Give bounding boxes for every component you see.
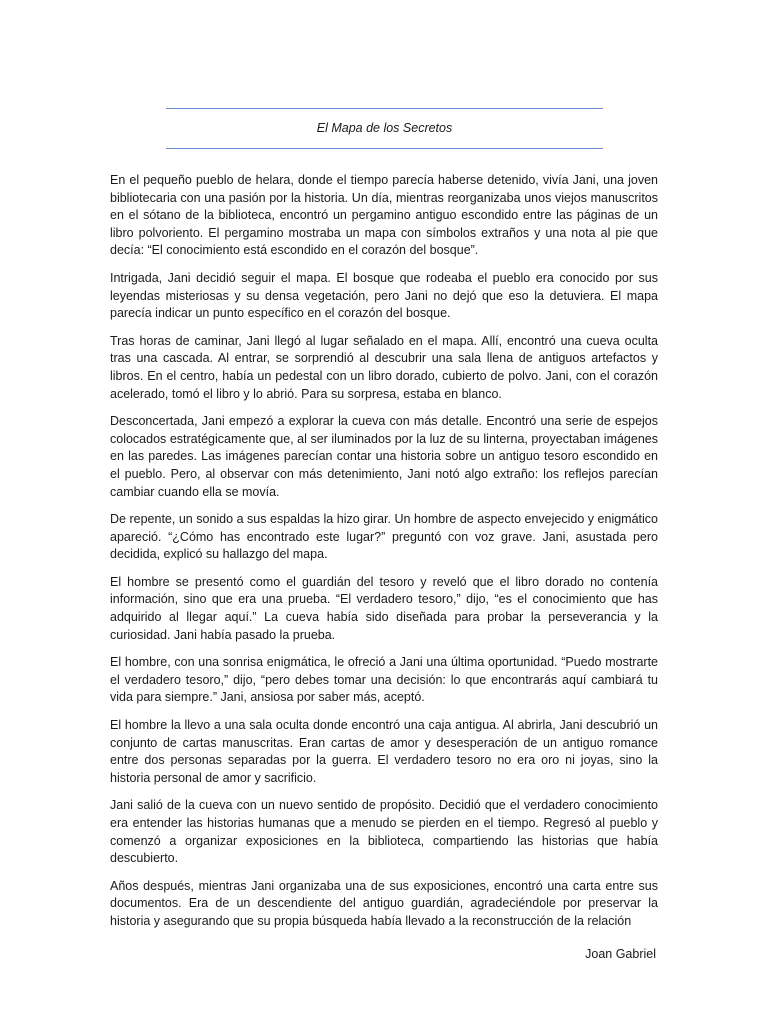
paragraph: El hombre, con una sonrisa enigmática, le ofreció a Jani una última oportunidad. “Puedo mostrarte el verdadero tesoro,” dijo, “pero debes tomar una decisión: lo que encontrarás aquí cambiará tu vida para siempre.” Jani, ansiosa por saber más, aceptó. xyxy=(110,655,658,705)
paragraph: En el pequeño pueblo de helara, donde el tiempo parecía haberse detenido, vivía Jani, una joven bibliotecaria con una pasión por la historia. Un día, mientras reorganizaba unos viejos manuscritos en el sótano de la biblioteca, encontró un pergamino antiguo escondido entre las páginas de un libro polvoriento. El pergamino mostraba un mapa con símbolos extraños y una nota al pie que decía: “El conocimiento está escondido en el corazón del bosque”. xyxy=(110,173,658,258)
paragraph: De repente, un sonido a sus espaldas la hizo girar. Un hombre de aspecto envejecido y enigmático apareció. “¿Cómo has encontrado este lugar?” preguntó con voz grave. Jani, asustada pero decidida, explicó su hallazgo del mapa. xyxy=(110,512,658,562)
paragraph: Tras horas de caminar, Jani llegó al lugar señalado en el mapa. Allí, encontró una cueva oculta tras una cascada. Al entrar, se sorprendió al descubrir una sala llena de antiguos artefactos y libros. En el centro, había un pedestal con un libro dorado, cubierto de polvo. Jani, con el corazón acelerado, tomó el libro y lo abrió. Para su sorpresa, estaba en blanco. xyxy=(110,333,658,401)
author-signature: Joan Gabriel xyxy=(585,947,656,961)
paragraph: Desconcertada, Jani empezó a explorar la cueva con más detalle. Encontró una serie de espejos colocados estratégicamente que, al ser iluminados por la luz de su linterna, proyectaban imágenes en las paredes. Las imágenes parecían contar una historia sobre un antiguo tesoro escondido en el pueblo. Pero, al observar con más detenimiento, Jani notó algo extraño: los reflejos parecían cambiar cuando ella se movía. xyxy=(110,414,658,499)
document-body xyxy=(110,172,658,941)
paragraph: El hombre se presentó como el guardián del tesoro y reveló que el libro dorado no contenía información, sino que era una prueba. “El verdadero tesoro,” dijo, “es el conocimiento que has adquirido al llegar aquí.” La cueva había sido diseñada para probar la perseverancia y la curiosidad. Jani había pasado la prueba. xyxy=(110,574,658,642)
paragraph: Años después, mientras Jani organizaba una de sus exposiciones, encontró una carta entre sus documentos. Era de un descendiente del antiguo guardián, agradeciéndole por preservar la historia y asegurando que su propia búsqueda había llevado a la reconstrucción de la relación xyxy=(110,878,658,928)
title-block xyxy=(166,106,603,152)
paragraph: Jani salió de la cueva con un nuevo sentido de propósito. Decidió que el verdadero conocimiento era entender las historias humanas que a menudo se pierden en el tiempo. Regresó al pueblo y comenzó a organizar exposiciones en la biblioteca, compartiendo las historias que había descubierto. xyxy=(110,798,658,866)
document-title: El Mapa de los Secretos xyxy=(316,121,453,135)
paragraph: Intrigada, Jani decidió seguir el mapa. El bosque que rodeaba el pueblo era conocido por sus leyendas misteriosas y su densa vegetación, pero Jani no dejó que eso la detuviera. El mapa parecía indicar un punto específico en el corazón del bosque. xyxy=(110,270,658,321)
paragraph: El hombre la llevo a una sala oculta donde encontró una caja antigua. Al abrirla, Jani descubrió un conjunto de cartas manuscritas. Eran cartas de amor y desesperación de un antiguo romance entre dos personas separadas por la guerra. El verdadero tesoro no era oro ni joyas, sino la historia personal de amor y sacrificio. xyxy=(110,718,658,785)
title-top-rule xyxy=(166,108,603,109)
title-bottom-rule xyxy=(166,148,603,149)
